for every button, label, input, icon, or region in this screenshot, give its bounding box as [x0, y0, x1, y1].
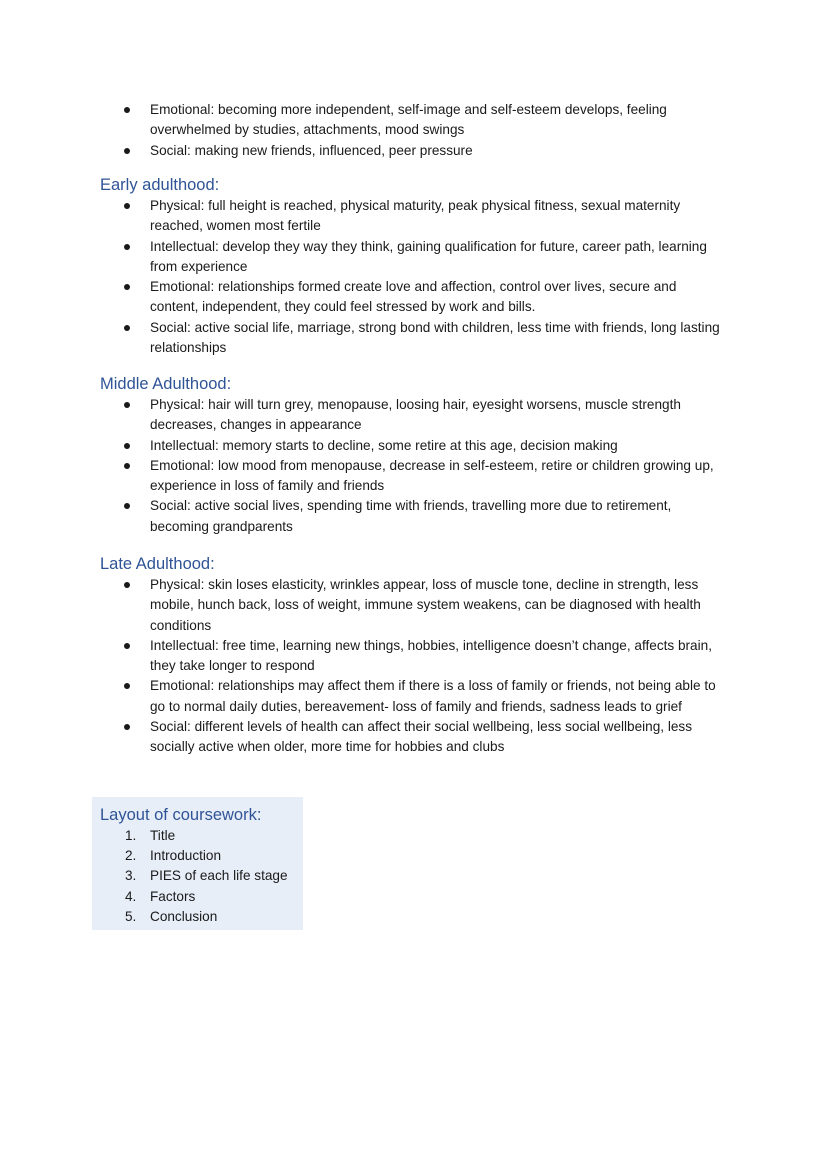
numbered-item: [92, 826, 303, 846]
list-item: Emotional: relationships may affect them if there is a loss of family or friends, not being able to go to normal daily duties, bereavement- loss of family and friends, sadness leads to grief: [0, 676, 828, 717]
item-label: Title: [150, 828, 176, 843]
list-item: Emotional: low mood from menopause, decrease in self-esteem, retire or children growing up, experience in loss of family and friends: [0, 456, 828, 497]
early-adulthood-section: [0, 174, 828, 358]
early-adulthood-list: [0, 196, 828, 358]
list-item: Physical: full height is reached, physical maturity, peak physical fitness, sexual maternity reached, women most fertile: [0, 196, 828, 237]
numbered-item: [92, 887, 303, 907]
list-item: Physical: skin loses elasticity, wrinkles appear, loss of muscle tone, decline in strength, less mobile, hunch back, loss of weight, immune system weakens, can be diagnosed with health conditions: [0, 575, 828, 636]
adolescence-section: [0, 100, 828, 161]
coursework-layout-box: [92, 797, 303, 930]
coursework-layout-list: [92, 826, 303, 927]
list-item: Social: active social lives, spending time with friends, travelling more due to retirement, becoming grandparents: [0, 496, 828, 537]
late-adulthood-list: [0, 575, 828, 758]
section-heading: Late Adulthood:: [100, 555, 215, 573]
item-number: 1.: [125, 828, 137, 843]
list-item: Social: active social life, marriage, strong bond with children, less time with friends, long lasting relationships: [0, 318, 828, 359]
numbered-item: [92, 866, 303, 886]
adolescence-list: [0, 100, 828, 161]
list-item: Emotional: becoming more independent, self-image and self-esteem develops, feeling overwhelmed by studies, attachments, mood swings: [0, 100, 828, 141]
late-adulthood-section: [0, 553, 828, 758]
middle-adulthood-list: [0, 395, 828, 537]
list-item: Social: making new friends, influenced, peer pressure: [0, 141, 828, 161]
item-label: PIES of each life stage: [150, 868, 288, 884]
item-label: Conclusion: [150, 908, 218, 924]
coursework-layout-heading: Layout of coursework:: [100, 806, 262, 824]
section-heading: Middle Adulthood:: [100, 375, 232, 393]
list-item: Intellectual: free time, learning new things, hobbies, intelligence doesn’t change, affects brain, they take longer to respond: [0, 636, 828, 677]
list-item: Physical: hair will turn grey, menopause, loosing hair, eyesight worsens, muscle strength decreases, changes in appearance: [0, 395, 828, 436]
numbered-item: [92, 846, 303, 866]
list-item: Social: different levels of health can affect their social wellbeing, less social wellbeing, less socially active when older, more time for hobbies and clubs: [0, 717, 828, 758]
item-number: 4.: [125, 888, 137, 904]
list-item: Intellectual: develop they way they think, gaining qualification for future, career path, learning from experience: [0, 237, 828, 278]
middle-adulthood-section: [0, 373, 828, 537]
list-item: Emotional: relationships formed create love and affection, control over lives, secure and content, independent, they could feel stressed by work and bills.: [0, 277, 828, 318]
item-label: Factors: [150, 888, 196, 904]
item-number: 2.: [125, 848, 137, 864]
item-label: Introduction: [150, 848, 222, 864]
item-number: 3.: [125, 868, 137, 884]
list-item: Intellectual: memory starts to decline, some retire at this age, decision making: [0, 436, 828, 456]
numbered-item: [92, 907, 303, 927]
section-heading: Early adulthood:: [100, 176, 220, 194]
item-number: 5.: [125, 908, 137, 924]
